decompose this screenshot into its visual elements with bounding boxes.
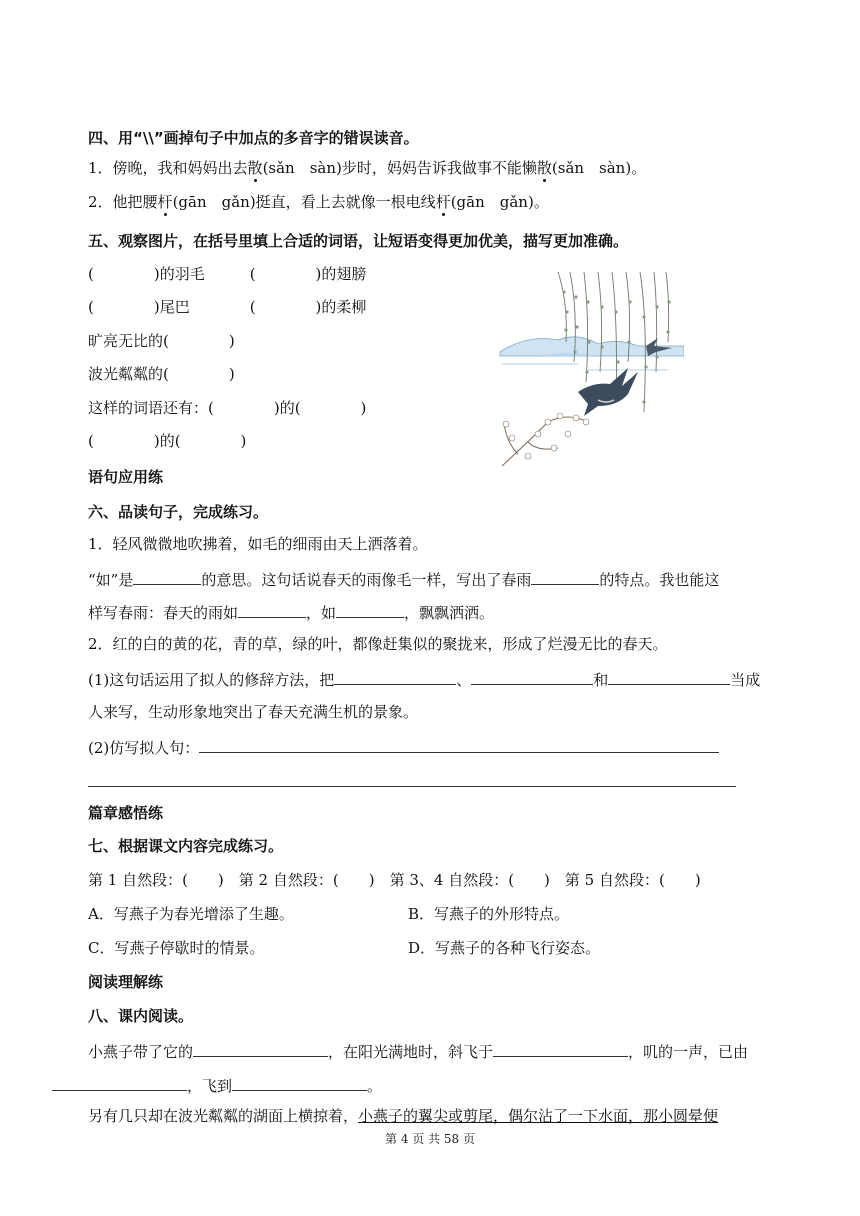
question-4-2: 2．他把腰杆(gān gǎn)挺直，看上去就像一根电线杆(gān gǎn)。 bbox=[88, 193, 549, 211]
answer-blank[interactable] bbox=[193, 1040, 328, 1057]
section-heading-reading: 阅读理解练 bbox=[88, 973, 164, 991]
answer-blank[interactable] bbox=[531, 568, 599, 585]
answer-blank[interactable] bbox=[238, 601, 306, 618]
question-6-1-answer-line-1: “如”是 的意思。这句话说春天的雨像毛一样，写出了春雨 的特点。我也能这 bbox=[88, 568, 719, 590]
question-6-2: 2．红的白的黄的花，青的草，绿的叶，都像赶集似的聚拢来，形成了烂漫无比的春天。 bbox=[88, 635, 668, 653]
option-c: C．写燕子停歇时的情景。 bbox=[88, 939, 265, 957]
section-8-title: 八、课内阅读。 bbox=[88, 1007, 194, 1025]
answer-blank[interactable] bbox=[232, 1074, 367, 1091]
answer-blank[interactable] bbox=[334, 668, 456, 685]
phrase-row-3: 旷亮无比的( ) bbox=[88, 332, 235, 350]
question-6-1: 1．轻风微微地吹拂着，如毛的细雨由天上洒落着。 bbox=[88, 535, 428, 553]
page-footer: 第 4 页 共 58 页 bbox=[385, 1132, 475, 1146]
question-4-1: 1．傍晚，我和妈妈出去散(sǎn sàn)步时，妈妈告诉我做事不能懒散(sǎn sàn)。 bbox=[88, 159, 647, 177]
question-6-2-part-1-cont: 人来写，生动形象地突出了春天充满生机的景象。 bbox=[88, 703, 419, 721]
answer-blank[interactable] bbox=[52, 1074, 187, 1091]
paragraph-match-row: 第 1 自然段：( ) 第 2 自然段：( ) 第 3、4 自然段：( ) 第 5 自然段：( ) bbox=[88, 871, 701, 889]
reading-line-2: ，飞到 。 bbox=[52, 1074, 382, 1096]
option-a: A．写燕子为春光增添了生趣。 bbox=[88, 905, 294, 923]
answer-line[interactable] bbox=[199, 736, 719, 753]
reading-paragraph: 另有几只却在波光粼粼的湖面上横掠着，小燕子的翼尖或剪尾，偶尔沾了一下水面，那小圆晕便 bbox=[88, 1107, 719, 1125]
phrase-row-6: ( )的( ) bbox=[88, 432, 247, 450]
section-7-title: 七、根据课文内容完成练习。 bbox=[88, 837, 284, 855]
answer-blank[interactable] bbox=[336, 601, 404, 618]
answer-blank[interactable] bbox=[493, 1040, 628, 1057]
option-b: B．写燕子的外形特点。 bbox=[408, 905, 570, 923]
section-4-title: 四、用“\\”画掉句子中加点的多音字的错误读音。 bbox=[88, 129, 419, 147]
section-6-title: 六、品读句子，完成练习。 bbox=[88, 503, 269, 521]
question-6-1-answer-line-2: 样写春雨：春天的雨如 ，如 ，飘飘洒洒。 bbox=[88, 601, 494, 623]
phrase-row-5: 这样的词语还有：( )的( ) bbox=[88, 399, 367, 417]
section-5-title: 五、观察图片，在括号里填上合适的词语，让短语变得更加优美，描写更加准确。 bbox=[88, 232, 629, 250]
swallow-illustration bbox=[498, 272, 684, 468]
phrase-row-4: 波光粼粼的( ) bbox=[88, 365, 235, 383]
section-heading-chapter: 篇章感悟练 bbox=[88, 804, 164, 822]
question-6-2-part-1: (1)这句话运用了拟人的修辞方法，把 、 和 当成 bbox=[88, 668, 760, 690]
underlined-sentence: 小燕子的翼尖或剪尾，偶尔沾了一下水面，那小圆晕便 bbox=[358, 1107, 719, 1125]
answer-line[interactable] bbox=[88, 786, 736, 787]
option-d: D．写燕子的各种飞行姿态。 bbox=[408, 939, 601, 957]
phrase-row-1: ( )的羽毛 ( )的翅膀 bbox=[88, 265, 367, 283]
answer-blank[interactable] bbox=[133, 568, 201, 585]
answer-blank[interactable] bbox=[608, 668, 730, 685]
reading-line-1: 小燕子带了它的 ，在阳光满地时，斜飞于 ，叽的一声，已由 bbox=[88, 1040, 748, 1062]
phrase-row-2: ( )尾巴 ( )的柔柳 bbox=[88, 298, 367, 316]
answer-blank[interactable] bbox=[471, 668, 593, 685]
question-6-2-part-2: (2)仿写拟人句： bbox=[88, 736, 719, 758]
section-heading-sentence: 语句应用练 bbox=[88, 468, 164, 486]
